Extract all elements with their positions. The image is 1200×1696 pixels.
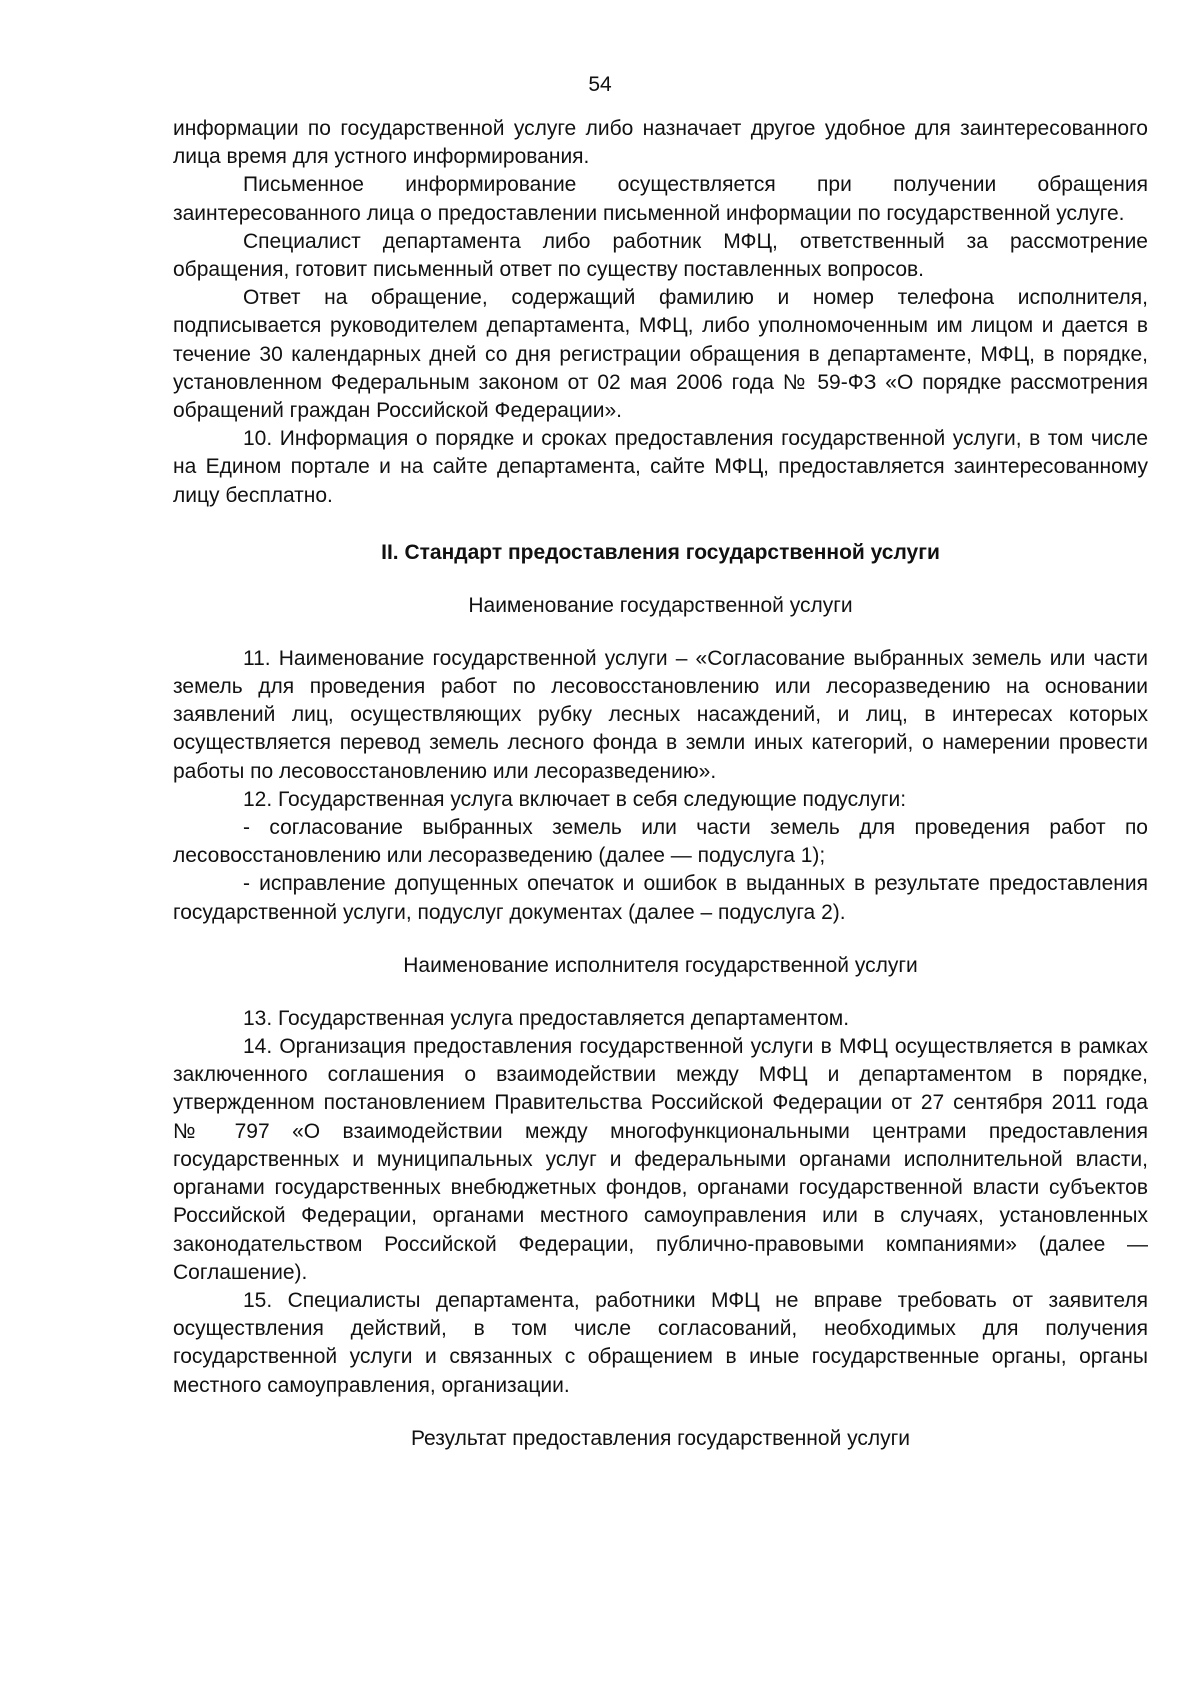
subheading-service-name: Наименование государственной услуги	[468, 593, 853, 617]
subheading-service-result: Результат предоставления государственной услуги	[410, 1426, 911, 1450]
page-number: 54	[588, 73, 612, 96]
paragraph-written-informing: Письменное информирование осуществляется при получении обращения заинтересованного лица о предоставлении письменной информации по государственной услуге.	[173, 173, 1148, 225]
paragraph-continuation: информации по государственной услуге либо назначает другое удобное для заинтересованного лица время для устного информирования.	[173, 117, 1148, 169]
paragraph-11: 11. Наименование государственной услуги – «Согласование выбранных земель или части земель для проведения работ по лесовосстановлению или лесоразведению на основании заявлений лиц, осуществляющих рубку лесных насаждений, и лиц, в интересах которых осуществляется перевод земель лесного фонда в земли иных категорий, о намерении провести работы по лесовосстановлению или лесоразведению».	[173, 646, 1148, 783]
paragraph-specialist-response: Специалист департамента либо работник МФЦ, ответственный за рассмотрение обращения, готовит письменный ответ по существу поставленных вопросов.	[173, 229, 1148, 282]
subheading-service-executor: Наименование исполнителя государственной услуги	[403, 953, 918, 977]
list-item-subservice-1: - согласование выбранных земель или части земель для проведения работ по лесовосстановлению или лесоразведению (далее — подуслуга 1);	[173, 816, 1148, 868]
document-body	[173, 115, 1148, 1453]
paragraph-response-signing: Ответ на обращение, содержащий фамилию и номер телефона исполнителя, подписывается руководителем департамента, МФЦ, либо уполномоченным им лицом и дается в течение 30 календарных дней со дня регистрации обращения в департаменте, МФЦ, в порядке, установленном Федеральным законом от 02 мая 2006 года № 59-ФЗ «О порядке рассмотрения обращений граждан Российской Федерации».	[173, 286, 1148, 423]
list-item-subservice-2: - исправление допущенных опечаток и ошибок в выданных в результате предоставления государственной услуги, подуслуг документах (далее – подуслуга 2).	[173, 872, 1148, 924]
paragraph-10: 10. Информация о порядке и сроках предоставления государственной услуги, в том числе на Едином портале и на сайте департамента, сайте МФЦ, предоставляется заинтересованному лицу бесплатно.	[173, 427, 1148, 507]
section-title: II. Стандарт предоставления государственной услуги	[381, 540, 940, 564]
paragraph-15: 15. Специалисты департамента, работники МФЦ не вправе требовать от заявителя осуществления действий, в том числе согласований, необходимых для получения государственной услуги и связанных с обращением в иные государственные органы, органы местного самоуправления, организации.	[173, 1288, 1148, 1397]
paragraph-14: 14. Организация предоставления государственной услуги в МФЦ осуществляется в рамках заключенного соглашения о взаимодействии между МФЦ и департаментом в порядке, утвержденном постановлением Правительства Российской Федерации от 27 сентября 2011 года № 797 «О взаимодействии между многофункциональными центрами предоставления государственных и муниципальных услуг и федеральными органами исполнительной власти, органами государственных внебюджетных фондов, органами государственной власти субъектов Российской Федерации, органами местного самоуправления или в случаях, установленных законодательством Российской Федерации, публично-правовыми компаниями» (далее — Соглашение).	[173, 1035, 1148, 1284]
paragraph-13: 13. Государственная услуга предоставляется департаментом.	[243, 1006, 850, 1030]
paragraph-12: 12. Государственная услуга включает в себя следующие подуслуги:	[243, 787, 907, 811]
